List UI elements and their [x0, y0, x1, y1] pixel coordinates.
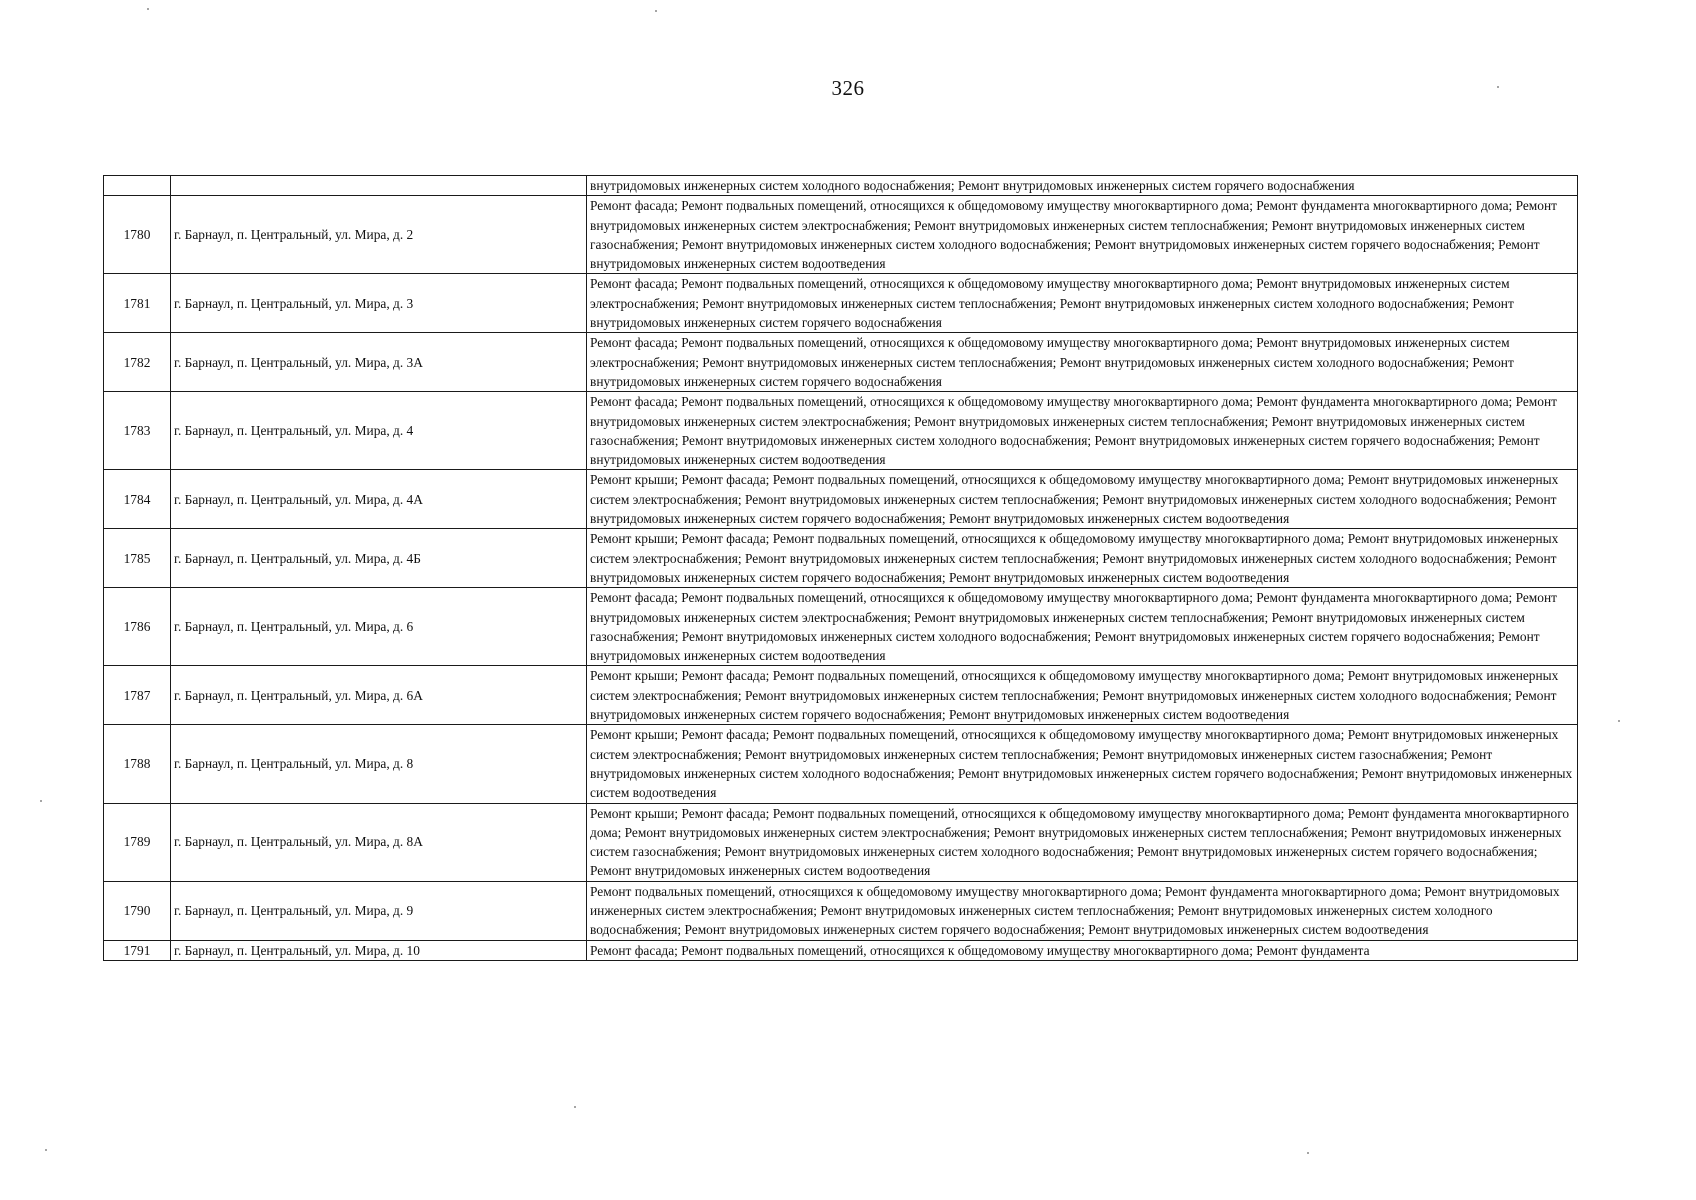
- table-row: [104, 725, 1578, 803]
- page-number: 326: [831, 76, 865, 100]
- scan-speck: [45, 1149, 47, 1151]
- address-cell: г. Барнаул, п. Центральный, ул. Мира, д. 4Б: [171, 529, 587, 588]
- table-row: [104, 666, 1578, 725]
- repair-register-table: [103, 175, 1578, 961]
- table-row: [104, 196, 1578, 274]
- address-cell: [171, 176, 587, 196]
- address-cell: г. Барнаул, п. Центральный, ул. Мира, д. 2: [171, 196, 587, 274]
- table-body: [104, 176, 1578, 961]
- works-cell: Ремонт фасада; Ремонт подвальных помещений, относящихся к общедомовому имуществу многоквартирного дома; Ремонт внутридомовых инженерных систем электроснабжения; Ремонт внутридомовых инженерных систем теплоснабжения; Ремонт внутридомовых инженерных систем холодного водоснабжения; Ремонт внутридомовых инженерных систем горячего водоснабжения: [587, 274, 1578, 333]
- address-cell: г. Барнаул, п. Центральный, ул. Мира, д. 4: [171, 392, 587, 470]
- table-row: [104, 333, 1578, 392]
- scan-speck: [1618, 720, 1620, 722]
- table-row-continuation: [104, 176, 1578, 196]
- row-number-cell: [104, 176, 171, 196]
- row-number-cell: 1784: [104, 470, 171, 529]
- scan-speck: [147, 8, 149, 10]
- scan-speck: [655, 10, 657, 12]
- works-cell: Ремонт фасада; Ремонт подвальных помещений, относящихся к общедомовому имуществу многоквартирного дома; Ремонт внутридомовых инженерных систем электроснабжения; Ремонт внутридомовых инженерных систем теплоснабжения; Ремонт внутридомовых инженерных систем холодного водоснабжения; Ремонт внутридомовых инженерных систем горячего водоснабжения: [587, 333, 1578, 392]
- table-row: [104, 881, 1578, 940]
- row-number-cell: 1781: [104, 274, 171, 333]
- row-number-cell: 1783: [104, 392, 171, 470]
- table-row: [104, 588, 1578, 666]
- row-number-cell: 1791: [104, 940, 171, 960]
- table-row: [104, 392, 1578, 470]
- address-cell: г. Барнаул, п. Центральный, ул. Мира, д. 10: [171, 940, 587, 960]
- address-cell: г. Барнаул, п. Центральный, ул. Мира, д. 4А: [171, 470, 587, 529]
- works-cell: Ремонт фасада; Ремонт подвальных помещений, относящихся к общедомовому имуществу многоквартирного дома; Ремонт фундамента многоквартирного дома; Ремонт внутридомовых инженерных систем электроснабжения; Ремонт внутридомовых инженерных систем теплоснабжения; Ремонт внутридомовых инженерных систем газоснабжения; Ремонт внутридомовых инженерных систем холодного водоснабжения; Ремонт внутридомовых инженерных систем горячего водоснабжения; Ремонт внутридомовых инженерных систем водоотведения: [587, 588, 1578, 666]
- table-row: [104, 803, 1578, 881]
- address-cell: г. Барнаул, п. Центральный, ул. Мира, д. 3А: [171, 333, 587, 392]
- row-number-cell: 1785: [104, 529, 171, 588]
- address-cell: г. Барнаул, п. Центральный, ул. Мира, д. 8: [171, 725, 587, 803]
- table-row: [104, 529, 1578, 588]
- row-number-cell: 1789: [104, 803, 171, 881]
- address-cell: г. Барнаул, п. Центральный, ул. Мира, д. 3: [171, 274, 587, 333]
- works-cell: Ремонт крыши; Ремонт фасада; Ремонт подвальных помещений, относящихся к общедомовому имуществу многоквартирного дома; Ремонт внутридомовых инженерных систем электроснабжения; Ремонт внутридомовых инженерных систем теплоснабжения; Ремонт внутридомовых инженерных систем холодного водоснабжения; Ремонт внутридомовых инженерных систем горячего водоснабжения; Ремонт внутридомовых инженерных систем водоотведения: [587, 666, 1578, 725]
- scan-speck: [40, 800, 42, 802]
- works-cell: Ремонт фасада; Ремонт подвальных помещений, относящихся к общедомовому имуществу многоквартирного дома; Ремонт фундамента: [587, 940, 1578, 960]
- row-number-cell: 1780: [104, 196, 171, 274]
- scan-speck: [574, 1106, 576, 1108]
- table-row: [104, 470, 1578, 529]
- works-cell: Ремонт подвальных помещений, относящихся к общедомовому имуществу многоквартирного дома; Ремонт фундамента многоквартирного дома; Ремонт внутридомовых инженерных систем электроснабжения; Ремонт внутридомовых инженерных систем теплоснабжения; Ремонт внутридомовых инженерных систем холодного водоснабжения; Ремонт внутридомовых инженерных систем горячего водоснабжения; Ремонт внутридомовых инженерных систем водоотведения: [587, 881, 1578, 940]
- works-cell: Ремонт фасада; Ремонт подвальных помещений, относящихся к общедомовому имуществу многоквартирного дома; Ремонт фундамента многоквартирного дома; Ремонт внутридомовых инженерных систем электроснабжения; Ремонт внутридомовых инженерных систем теплоснабжения; Ремонт внутридомовых инженерных систем газоснабжения; Ремонт внутридомовых инженерных систем холодного водоснабжения; Ремонт внутридомовых инженерных систем горячего водоснабжения; Ремонт внутридомовых инженерных систем водоотведения: [587, 196, 1578, 274]
- scan-speck: [1307, 1152, 1309, 1154]
- row-number-cell: 1782: [104, 333, 171, 392]
- address-cell: г. Барнаул, п. Центральный, ул. Мира, д. 9: [171, 881, 587, 940]
- works-cell: Ремонт крыши; Ремонт фасада; Ремонт подвальных помещений, относящихся к общедомовому имуществу многоквартирного дома; Ремонт внутридомовых инженерных систем электроснабжения; Ремонт внутридомовых инженерных систем теплоснабжения; Ремонт внутридомовых инженерных систем газоснабжения; Ремонт внутридомовых инженерных систем холодного водоснабжения; Ремонт внутридомовых инженерных систем горячего водоснабжения; Ремонт внутридомовых инженерных систем водоотведения: [587, 725, 1578, 803]
- table-row: [104, 274, 1578, 333]
- address-cell: г. Барнаул, п. Центральный, ул. Мира, д. 6А: [171, 666, 587, 725]
- address-cell: г. Барнаул, п. Центральный, ул. Мира, д. 8А: [171, 803, 587, 881]
- works-cell: Ремонт крыши; Ремонт фасада; Ремонт подвальных помещений, относящихся к общедомовому имуществу многоквартирного дома; Ремонт внутридомовых инженерных систем электроснабжения; Ремонт внутридомовых инженерных систем теплоснабжения; Ремонт внутридомовых инженерных систем холодного водоснабжения; Ремонт внутридомовых инженерных систем горячего водоснабжения; Ремонт внутридомовых инженерных систем водоотведения: [587, 470, 1578, 529]
- works-cell: Ремонт крыши; Ремонт фасада; Ремонт подвальных помещений, относящихся к общедомовому имуществу многоквартирного дома; Ремонт внутридомовых инженерных систем электроснабжения; Ремонт внутридомовых инженерных систем теплоснабжения; Ремонт внутридомовых инженерных систем холодного водоснабжения; Ремонт внутридомовых инженерных систем горячего водоснабжения; Ремонт внутридомовых инженерных систем водоотведения: [587, 529, 1578, 588]
- table-row: [104, 940, 1578, 960]
- works-cell: Ремонт крыши; Ремонт фасада; Ремонт подвальных помещений, относящихся к общедомовому имуществу многоквартирного дома; Ремонт фундамента многоквартирного дома; Ремонт внутридомовых инженерных систем электроснабжения; Ремонт внутридомовых инженерных систем теплоснабжения; Ремонт внутридомовых инженерных систем газоснабжения; Ремонт внутридомовых инженерных систем холодного водоснабжения; Ремонт внутридомовых инженерных систем горячего водоснабжения; Ремонт внутридомовых инженерных систем водоотведения: [587, 803, 1578, 881]
- row-number-cell: 1788: [104, 725, 171, 803]
- works-cell: Ремонт фасада; Ремонт подвальных помещений, относящихся к общедомовому имуществу многоквартирного дома; Ремонт фундамента многоквартирного дома; Ремонт внутридомовых инженерных систем электроснабжения; Ремонт внутридомовых инженерных систем теплоснабжения; Ремонт внутридомовых инженерных систем газоснабжения; Ремонт внутридомовых инженерных систем холодного водоснабжения; Ремонт внутридомовых инженерных систем горячего водоснабжения; Ремонт внутридомовых инженерных систем водоотведения: [587, 392, 1578, 470]
- works-cell: внутридомовых инженерных систем холодного водоснабжения; Ремонт внутридомовых инженерных систем горячего водоснабжения: [587, 176, 1578, 196]
- row-number-cell: 1790: [104, 881, 171, 940]
- scan-speck: [1497, 86, 1499, 88]
- row-number-cell: 1787: [104, 666, 171, 725]
- address-cell: г. Барнаул, п. Центральный, ул. Мира, д. 6: [171, 588, 587, 666]
- row-number-cell: 1786: [104, 588, 171, 666]
